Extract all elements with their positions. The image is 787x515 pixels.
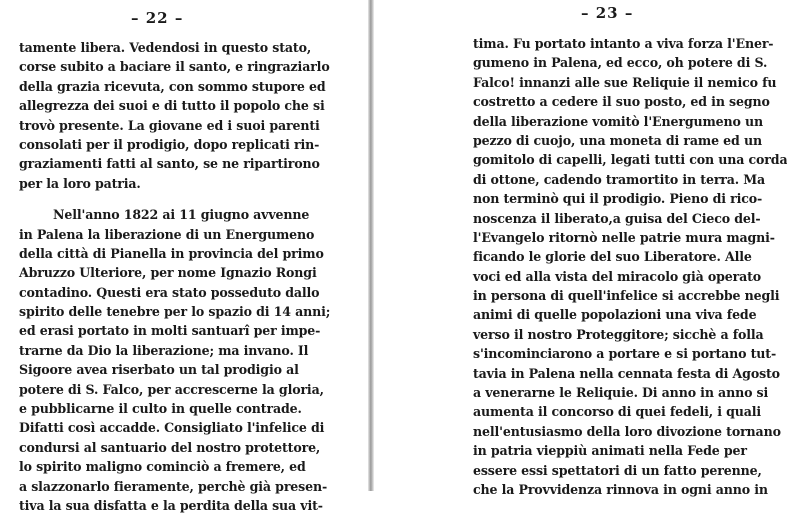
text-line: della liberazione vomitò l'Energumeno un <box>473 113 764 129</box>
left-page <box>0 0 370 513</box>
text-line: essere essi spettatori di un fatto perenne, <box>473 462 762 478</box>
text-line: della grazia ricevuta, con sommo stupore ed <box>19 78 326 94</box>
text-line: nell'entusiasmo della loro divozione tornano <box>473 423 781 439</box>
right-page-text <box>473 34 787 499</box>
text-line: condursi al santuario del nostro protettore, <box>19 439 321 455</box>
text-line: e pubblicarne il culto in quelle contrade. <box>19 401 302 417</box>
text-line: della città di Pianella in provincia del primo <box>19 245 324 261</box>
text-line: trarne da Dio la liberazione; ma invano. Il <box>19 342 309 358</box>
text-line: spirito delle tenebre per lo spazio di 14 anni; <box>19 304 331 320</box>
text-line: in Palena la liberazione di un Energumeno <box>19 226 315 242</box>
text-line: a slazzonarlo fieramente, perchè già presen- <box>19 478 328 494</box>
text-line: Sigoore avea riserbato un tal prodigio al <box>19 362 299 378</box>
text-line: tima. Fu portato intanto a viva forza l'Ener- <box>473 36 774 51</box>
text-line: aumenta il concorso di quei fedeli, i quali <box>473 404 762 420</box>
text-line: a venerarne le Reliquie. Di anno in anno si <box>473 385 769 401</box>
text-line: costretto a cedere il suo posto, ed in segno <box>473 94 770 110</box>
text-line: ficando le glorie del suo Liberatore. Alle <box>473 249 752 265</box>
text-line: s'incominciarono a portare e si portano tut- <box>473 346 777 362</box>
text-line: di ottone, cadendo tramortito in terra. Ma <box>473 171 766 187</box>
text-line: noscenza il liberato,a guisa del Cieco del- <box>473 210 761 226</box>
left-page-text <box>19 38 331 515</box>
page-number: – 22 – <box>131 9 184 27</box>
text-line: potere di S. Falco, per accrescerne la gloria, <box>19 381 324 397</box>
text-line: in persona di quell'infelice si accrebbe negli <box>473 288 780 304</box>
text-line: corse subito a baciare il santo, e ringraziarlo <box>19 59 330 75</box>
text-line: pezzo di cuojo, una moneta di rame ed un <box>473 132 762 148</box>
text-line: voci ed alla vista del miracolo già operato <box>473 268 762 284</box>
text-line: che la Provvidenza rinnova in ogni anno in <box>473 481 768 497</box>
paragraph <box>19 38 330 193</box>
paragraph <box>19 205 331 515</box>
text-line: l'Evangelo ritornò nelle patrie mura magni- <box>473 229 775 245</box>
paragraph-spacer <box>19 193 286 205</box>
text-line: Abruzzo Ulteriore, per nome Ignazio Rongi <box>19 265 317 281</box>
text-line: consolati per il prodigio, dopo replicati rin- <box>19 136 320 152</box>
text-line: allegrezza dei suoi e di tutto il popolo che si <box>19 98 325 114</box>
text-line: per la loro patria. <box>19 175 141 191</box>
text-line: gomitolo di capelli, legati tutti con una corda <box>473 152 787 168</box>
text-line: non terminò qui il prodigio. Pieno di rico- <box>473 191 763 207</box>
text-line: trovò presente. La giovane ed i suoi parenti <box>19 117 320 133</box>
text-line: tavia in Palena nella cennata festa di Agosto <box>473 365 780 381</box>
page-number: – 23 – <box>581 4 634 22</box>
text-line: animi di quelle popolazioni una viva fede <box>473 307 757 323</box>
text-line: tiva la sua disfatta e la perdita della sua vit- <box>19 497 323 513</box>
text-line: gumeno in Palena, ed ecco, oh potere di S. <box>473 55 768 71</box>
text-line: tamente libera. Vedendosi in questo stato, <box>19 40 312 55</box>
text-line: verso il nostro Proteggitore; sicchè a folla <box>473 326 764 342</box>
text-line: Falco! innanzi alle sue Reliquie il nemico fu <box>473 74 777 90</box>
text-line: in patria vieppiù animati nella Fede per <box>473 443 747 459</box>
right-page <box>374 0 787 497</box>
text-line: lo spirito maligno cominciò a fremere, ed <box>19 459 306 475</box>
text-line: graziamenti fatti al santo, se ne ripartirono <box>19 156 320 172</box>
text-line: Difatti così accadde. Consigliato l'infelice di <box>19 420 325 436</box>
text-line: contadino. Questi era stato posseduto dallo <box>19 284 320 300</box>
text-line: Nell'anno 1822 ai 11 giugno avvenne <box>53 207 310 223</box>
text-line: ed erasi portato in molti santuarî per impe- <box>19 323 321 339</box>
